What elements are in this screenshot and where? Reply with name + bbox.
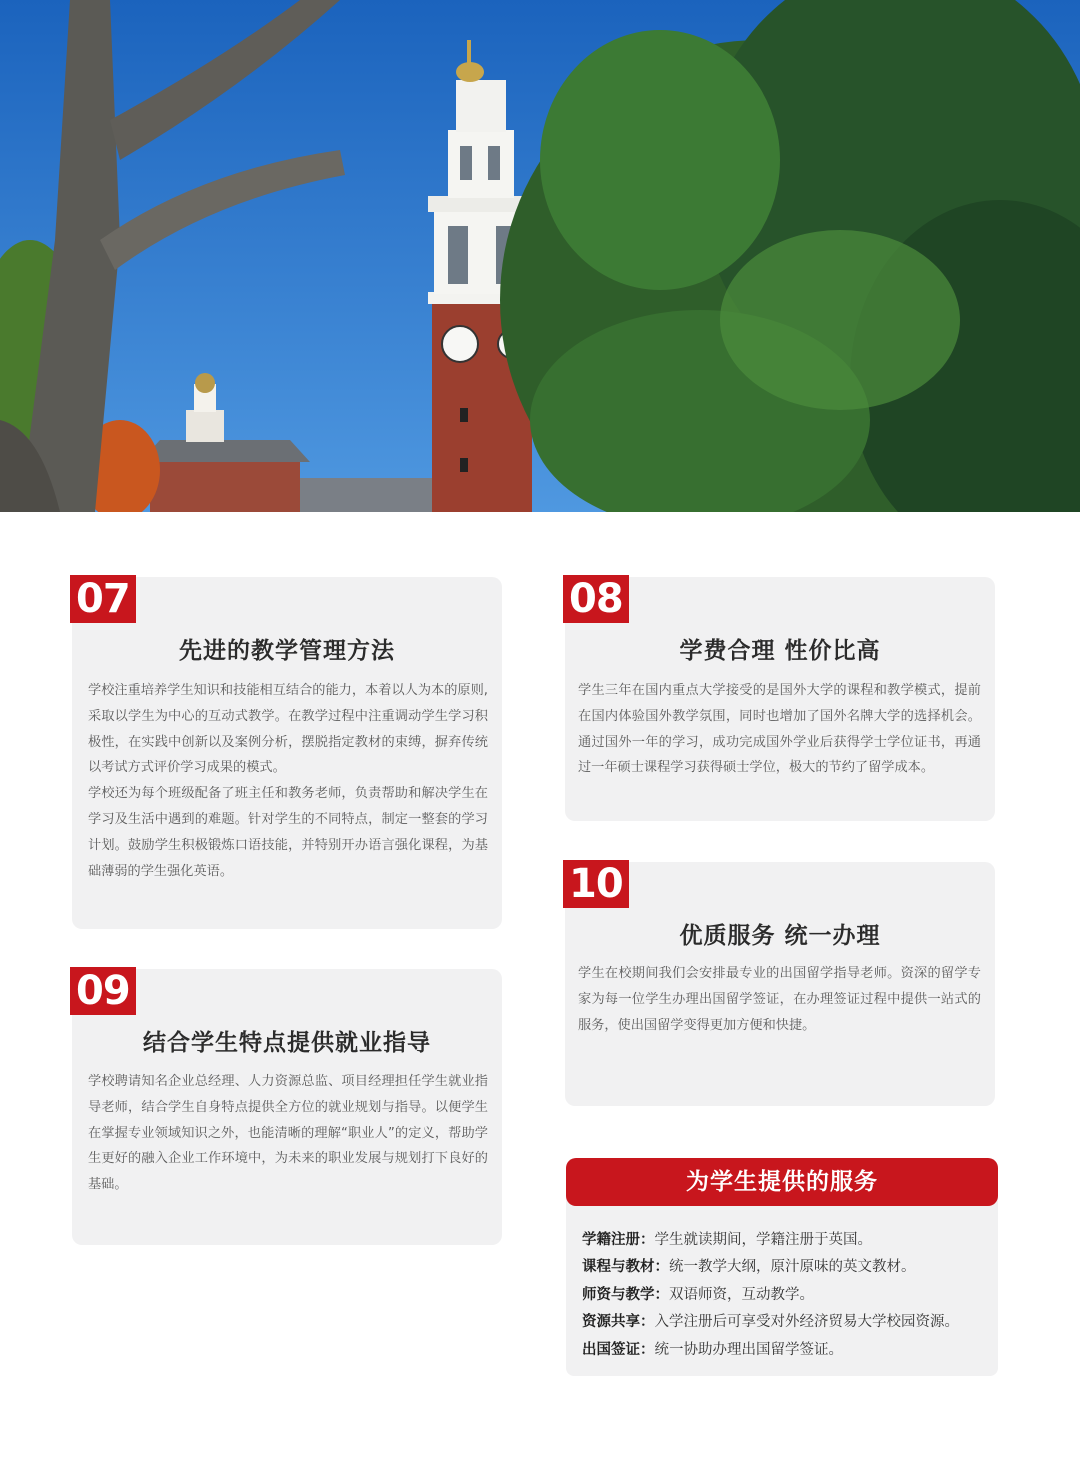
service-text: 统一协助办理出国留学签证。 [654,1341,843,1358]
section-body [88,678,488,884]
section-title: 结合学生特点提供就业指导 [143,1030,431,1056]
section-number-badge: 09 [70,967,136,1015]
clock-tower-illustration [0,0,1080,512]
section-paragraph: 学生三年在国内重点大学接受的是国外大学的课程和教学模式，提前在国内体验国外教学氛围，同时也增加了国外名牌大学的选择机会。通过国外一年的学习，成功完成国外学业后获得学士学位证书，再通过一年硕士课程学习获得硕士学位，极大的节约了留学成本。 [578,683,981,776]
service-text: 学生就读期间，学籍注册于英国。 [654,1232,872,1248]
section-number-badge: 07 [70,575,136,623]
service-item [582,1337,992,1364]
section-paragraph: 学校还为每个班级配备了班主任和教务老师，负责帮助和解决学生在学习及生活中遇到的难题。针对学生的不同特点，制定一整套的学习计划。鼓励学生积极锻炼口语技能，并特别开办语言强化课程，为基础薄弱的学生强化英语。 [88,786,488,879]
section-title: 优质服务 统一办理 [679,923,881,949]
section-card-07 [72,577,502,929]
section-card-08 [565,577,995,821]
services-list [582,1227,992,1364]
section-title: 学费合理 性价比高 [679,638,881,664]
service-item [582,1282,992,1309]
section-number-badge: 08 [563,575,629,623]
services-title: 为学生提供的服务 [566,1158,998,1206]
section-card-09 [72,969,502,1245]
section-body [578,961,981,1038]
section-paragraph: 学校聘请知名企业总经理、人力资源总监、项目经理担任学生就业指导老师，结合学生自身特点提供全方位的就业规划与指导。以便学生在掌握专业领域知识之外，也能清晰的理解“职业人”的定义，帮助学生更好的融入企业工作环境中，为未来的职业发展与规划打下良好的基础。 [88,1074,488,1193]
section-title: 先进的教学管理方法 [179,638,395,664]
service-text: 双语师资，互动教学。 [669,1286,814,1303]
service-label: 资源共享： [582,1314,655,1331]
service-item [582,1309,992,1336]
service-item [582,1254,992,1281]
service-item [582,1227,992,1254]
service-label: 课程与教材： [582,1259,669,1276]
section-paragraph: 学校注重培养学生知识和技能相互结合的能力，本着以人为本的原则,采取以学生为中心的互动式教学。在教学过程中注重调动学生学习积极性，在实践中创新以及案例分析，摆脱指定教材的束缚，摒弃传统以考试方式评价学习成果的模式。 [88,683,488,776]
service-label: 出国签证： [582,1341,655,1358]
service-text: 入学注册后可享受对外经济贸易大学校园资源。 [654,1314,959,1331]
service-text: 统一教学大纲，原汁原味的英文教材。 [669,1259,916,1276]
hero-campus-photo [0,0,1080,512]
section-card-10 [565,862,995,1106]
service-label: 师资与教学： [582,1286,669,1303]
section-number-badge: 10 [563,860,629,908]
service-label: 学籍注册： [582,1232,655,1248]
section-paragraph: 学生在校期间我们会安排最专业的出国留学指导老师。资深的留学专家为每一位学生办理出国留学签证，在办理签证过程中提供一站式的服务，使出国留学变得更加方便和快捷。 [578,966,981,1033]
section-body [578,678,981,781]
section-body [88,1069,488,1198]
